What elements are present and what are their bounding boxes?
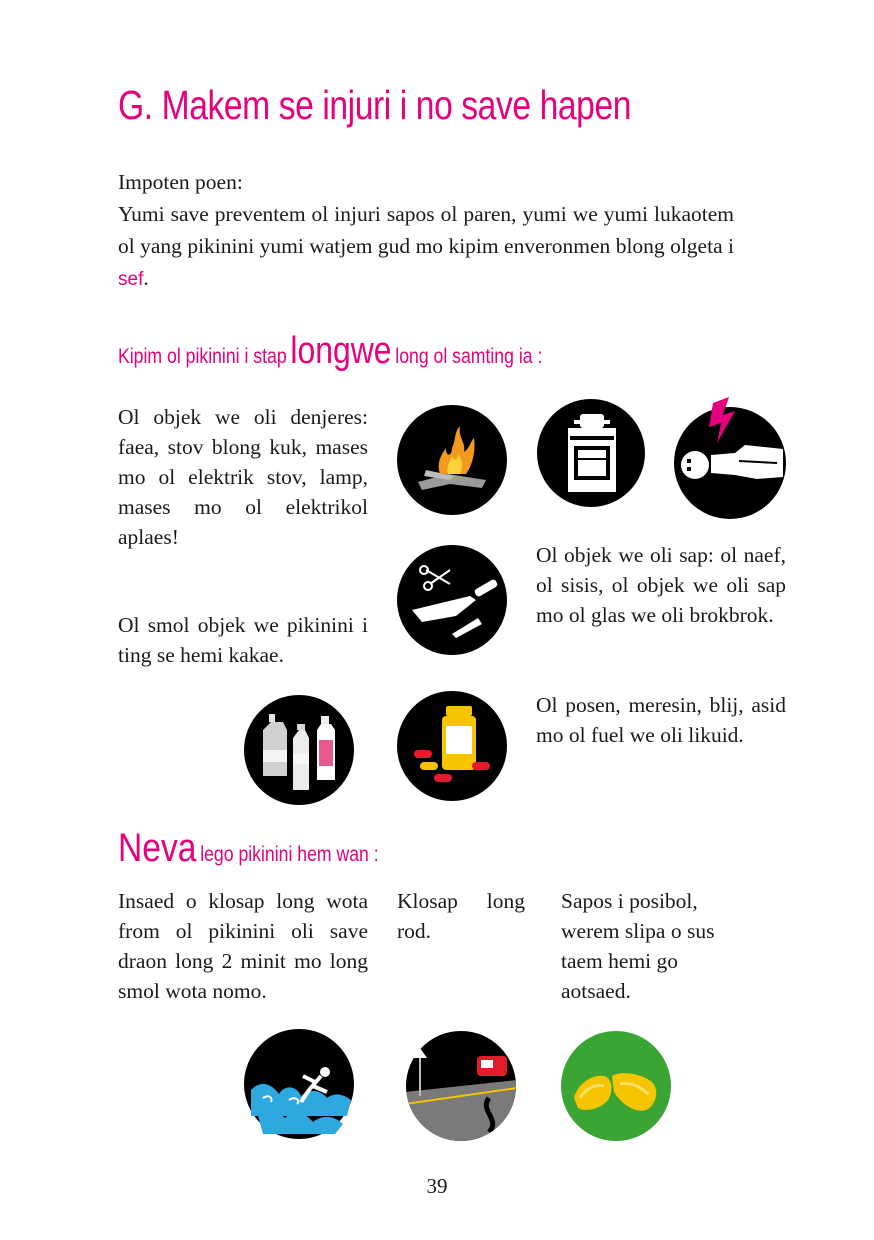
heading-before: Kipim ol pikinini i stap — [118, 345, 287, 368]
intro-text: Yumi save preventem ol injuri sapos ol paren, yumi we yumi lukaotem ol yang pikinini yumi watjem gud mo kipim enveronmen blong olgeta i — [118, 202, 734, 258]
page-number: 39 — [426, 1174, 448, 1198]
heading-never-after: lego pikinini hem wan : — [200, 843, 379, 866]
shoes-text: Sapos i posibol, werem slipa o sus taem hemi go aotsaed. — [561, 889, 715, 1003]
chemical-bottles-icon — [243, 694, 355, 806]
section-heading-never — [118, 826, 379, 871]
intro-label: Impoten poen: — [118, 170, 243, 194]
heading-emphasis: longwe — [290, 330, 392, 372]
water-text: Insaed o klosap long wota from ol pikinini oli save draon long 2 minit mo long smol wota nomo. — [118, 889, 368, 1003]
intro-highlight: sef — [118, 269, 144, 290]
poisons-text: Ol posen, meresin, blij, asid mo ol fuel we oli likuid. — [536, 693, 786, 747]
intro-block — [118, 166, 734, 296]
stove-icon — [536, 398, 646, 508]
electric-plug-icon — [673, 395, 787, 521]
heading-after: long ol samting ia : — [395, 345, 543, 368]
small-objects-text: Ol smol objek we pikinini i ting se hemi kakae. — [118, 613, 368, 667]
page-title: G. Makem se injuri i no save hapen — [118, 82, 632, 128]
sharp-objects-text: Ol objek we oli sap: ol naef, ol sisis, ol objek we oli sap mo ol glas we oli brokbrok. — [536, 543, 786, 627]
fire-icon — [396, 404, 508, 516]
road-car-icon — [405, 1030, 517, 1142]
medicine-pills-icon — [396, 690, 508, 802]
drowning-water-icon — [243, 1028, 355, 1140]
road-text: Klosap long rod. — [397, 889, 525, 943]
intro-end: . — [143, 266, 149, 290]
section-heading-keep-away — [118, 330, 542, 373]
knife-scissors-icon — [396, 544, 508, 656]
dangerous-objects-text: Ol objek we oli denjeres: faea, stov blong kuk, mases mo ol elektrik stov, lamp, mases mo ol elektrikol aplaes! — [118, 405, 368, 549]
heading-never-emphasis: Neva — [118, 826, 197, 870]
sandals-icon — [560, 1030, 672, 1142]
